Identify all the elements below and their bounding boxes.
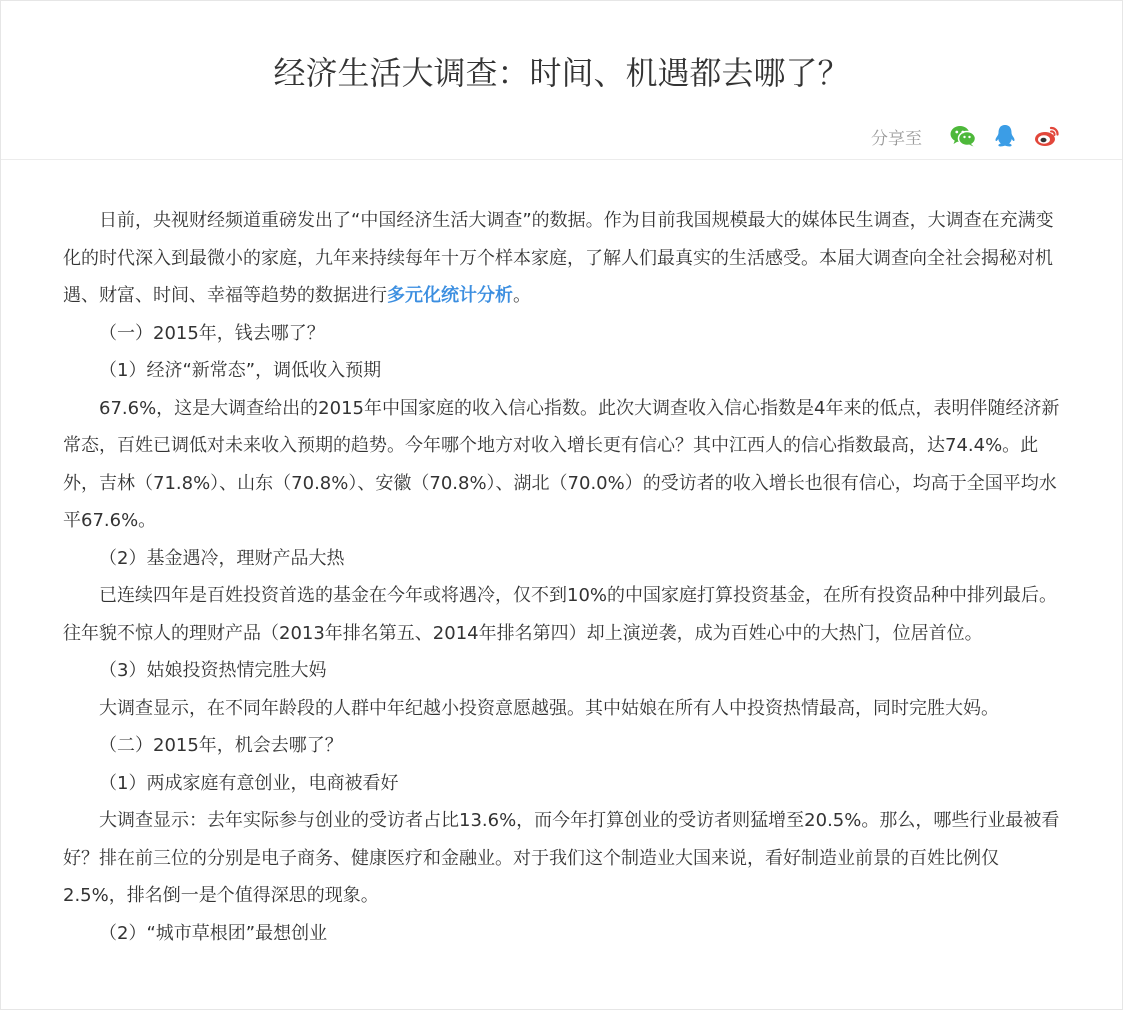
article-body xyxy=(1,202,1122,952)
qq-share-button[interactable] xyxy=(990,121,1020,151)
subsection-heading: （3）姑娘投资热情完胜大妈 xyxy=(99,660,327,681)
statistics-analysis-link[interactable]: 多元化统计分析 xyxy=(387,285,513,306)
intro-text: 日前，央视财经频道重磅发出了“中国经济生活大调查”的数据。作为目前我国规模最大的媒体民生调查，大调查在充满变化的时代深入到最微小的家庭，九年来持续每年十万个样本家庭，了解人们最真实的生活感受。本届大调查向全社会揭秘对机遇、财富、时间、幸福等趋势的数据进行 xyxy=(63,210,1054,306)
paragraph: 已连续四年是百姓投资首选的基金在今年或将遇冷，仅不到10%的中国家庭打算投资基金，在所有投资品种中排列最后。往年貌不惊人的理财产品（2013年排名第五、2014年排名第四）却上演逆袭，成为百姓心中的大热门，位居首位。 xyxy=(63,585,1058,644)
share-label: 分享至 xyxy=(871,128,922,149)
weibo-icon xyxy=(1034,125,1060,147)
wechat-icon xyxy=(950,125,976,147)
paragraph: 大调查显示，在不同年龄段的人群中年纪越小投资意愿越强。其中姑娘在所有人中投资热情最高，同时完胜大妈。 xyxy=(99,697,999,719)
subsection-heading: （1）经济“新常态”，调低收入预期 xyxy=(99,360,382,381)
share-bar xyxy=(871,121,1062,151)
article-title: 经济生活大调查：时间、机遇都去哪了？ xyxy=(273,54,850,92)
section-heading: （一）2015年，钱去哪了？ xyxy=(99,322,325,344)
weibo-share-button[interactable] xyxy=(1032,121,1062,151)
qq-icon xyxy=(994,124,1016,148)
subsection-heading: （1）两成家庭有意创业，电商被看好 xyxy=(99,772,399,794)
article-header xyxy=(1,1,1122,160)
wechat-share-button[interactable] xyxy=(948,121,978,151)
paragraph: 67.6%，这是大调查给出的2015年中国家庭的收入信心指数。此次大调查收入信心指数是4年来的低点，表明伴随经济新常态，百姓已调低对未来收入预期的趋势。今年哪个地方对收入增长更有信心？其中江西人的信心指数最高，达74.4%。此外，吉林（71.8%）、山东（70.8%）、安徽（70.8%）、湖北（70.0%）的受访者的收入增长也很有信心，均高于全国平均水平67.6%。 xyxy=(63,397,1060,531)
section-heading: （二）2015年，机会去哪了？ xyxy=(99,735,343,756)
paragraph: 大调查显示：去年实际参与创业的受访者占比13.6%，而今年打算创业的受访者则猛增至20.5%。那么，哪些行业最被看好？排在前三位的分别是电子商务、健康医疗和金融业。对于我们这个制造业大国来说，看好制造业前景的百姓比例仅2.5%，排名倒一是个值得深思的现象。 xyxy=(63,810,1060,906)
intro-end: 。 xyxy=(513,285,531,306)
subsection-heading: （2）基金遇冷，理财产品大热 xyxy=(99,547,345,569)
subsection-heading: （2）“城市草根团”最想创业 xyxy=(99,922,328,944)
paragraph-intro xyxy=(63,202,1060,315)
